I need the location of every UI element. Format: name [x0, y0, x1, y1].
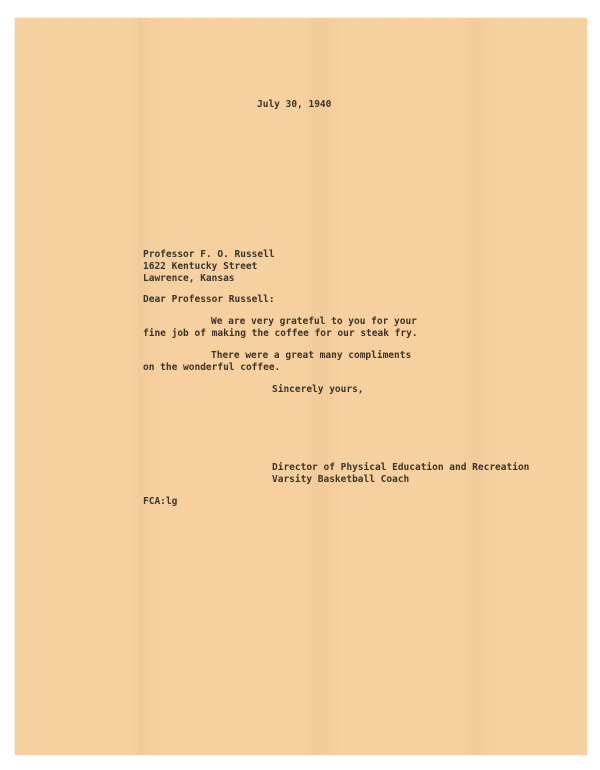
paragraph-2-line-1: There were a great many compliments: [211, 350, 412, 361]
recipient-city: Lawrence, Kansas: [143, 273, 235, 284]
salutation: Dear Professor Russell:: [143, 294, 275, 305]
signature-title-1: Director of Physical Education and Recreation: [272, 462, 530, 473]
paragraph-2-line-2: on the wonderful coffee.: [143, 362, 281, 373]
paragraph-1-line-2: fine job of making the coffee for our steak fry.: [143, 328, 418, 339]
recipient-name: Professor F. O. Russell: [143, 249, 275, 260]
signature-title-2: Varsity Basketball Coach: [272, 474, 410, 485]
paragraph-1-line-1: We are very grateful to you for your: [211, 316, 417, 327]
reference-initials: FCA:lg: [143, 496, 178, 507]
closing: Sincerely yours,: [272, 384, 364, 395]
letter-date: July 30, 1940: [257, 99, 332, 110]
recipient-street: 1622 Kentucky Street: [143, 261, 258, 272]
